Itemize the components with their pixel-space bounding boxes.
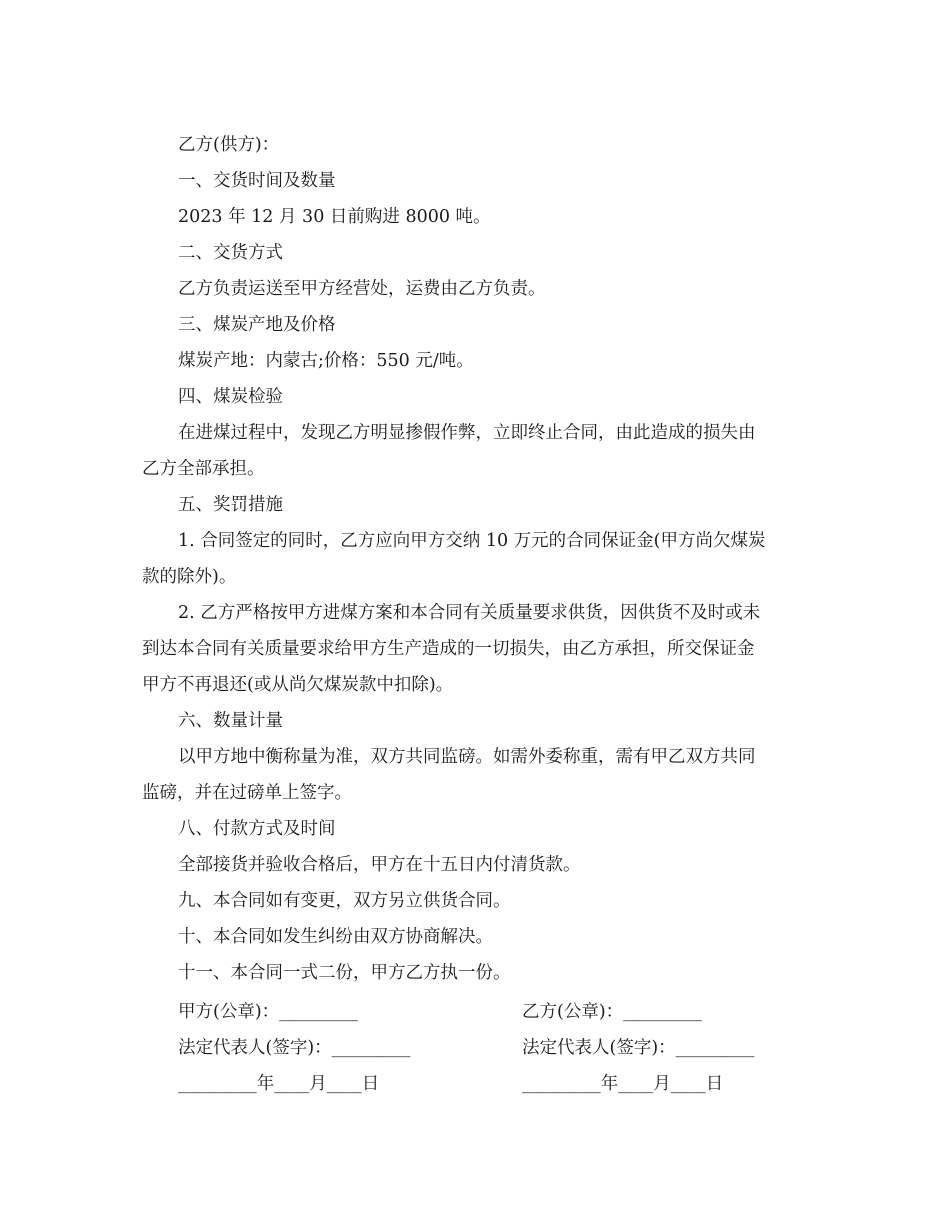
section-6-body-line-2: 监磅，并在过磅单上签字。 — [142, 783, 352, 803]
section-5-item-1-line-1: 1. 合同签定的同时，乙方应向甲方交纳 10 万元的合同保证金(甲方尚欠煤炭 — [178, 531, 766, 551]
section-4-body-line-2: 乙方全部承担。 — [142, 459, 265, 479]
section-6-body-line-1: 以甲方地中衡称量为准，双方共同监磅。如需外委称重，需有甲乙双方共同 — [178, 747, 756, 767]
section-5-title: 五、奖罚措施 — [178, 495, 283, 515]
section-4-body-line-1: 在进煤过程中，发现乙方明显掺假作弊，立即终止合同，由此造成的损失由 — [178, 423, 756, 443]
section-4-title: 四、煤炭检验 — [178, 387, 283, 407]
section-2-body: 乙方负责运送至甲方经营处，运费由乙方负责。 — [178, 279, 546, 299]
section-1-title: 一、交货时间及数量 — [178, 171, 336, 191]
section-3-title: 三、煤炭产地及价格 — [178, 315, 336, 335]
section-1-body: 2023 年 12 月 30 日前购进 8000 吨。 — [178, 207, 491, 227]
section-9: 九、本合同如有变更，双方另立供货合同。 — [178, 891, 511, 911]
section-8-body: 全部接货并验收合格后，甲方在十五日内付清货款。 — [178, 855, 581, 875]
section-2-title: 二、交货方式 — [178, 243, 283, 263]
section-10: 十、本合同如发生纠纷由双方协商解决。 — [178, 927, 493, 947]
party-b-representative-line: 法定代表人(签字)：_________ — [522, 1038, 755, 1058]
party-a-representative-line: 法定代表人(签字)：_________ — [178, 1038, 411, 1058]
party-a-seal-line: 甲方(公章)：_________ — [178, 1002, 358, 1022]
section-8-title: 八、付款方式及时间 — [178, 819, 336, 839]
party-b-header: 乙方(供方)： — [178, 135, 280, 155]
section-5-item-2-line-3: 甲方不再退还(或从尚欠煤炭款中扣除)。 — [142, 675, 454, 695]
section-6-title: 六、数量计量 — [178, 711, 283, 731]
section-5-item-1-line-2: 款的除外)。 — [142, 567, 237, 587]
section-11: 十一、本合同一式二份，甲方乙方执一份。 — [178, 963, 511, 983]
section-5-item-2-line-1: 2. 乙方严格按甲方进煤方案和本合同有关质量要求供货，因供货不及时或未 — [178, 603, 761, 623]
party-b-date-line: _________年____月____日 — [522, 1074, 724, 1094]
party-b-seal-line: 乙方(公章)：_________ — [522, 1002, 702, 1022]
section-5-item-2-line-2: 到达本合同有关质量要求给甲方生产造成的一切损失，由乙方承担，所交保证金 — [142, 639, 755, 659]
section-3-body: 煤炭产地：内蒙古;价格：550 元/吨。 — [178, 351, 474, 371]
party-a-date-line: _________年____月____日 — [178, 1074, 380, 1094]
